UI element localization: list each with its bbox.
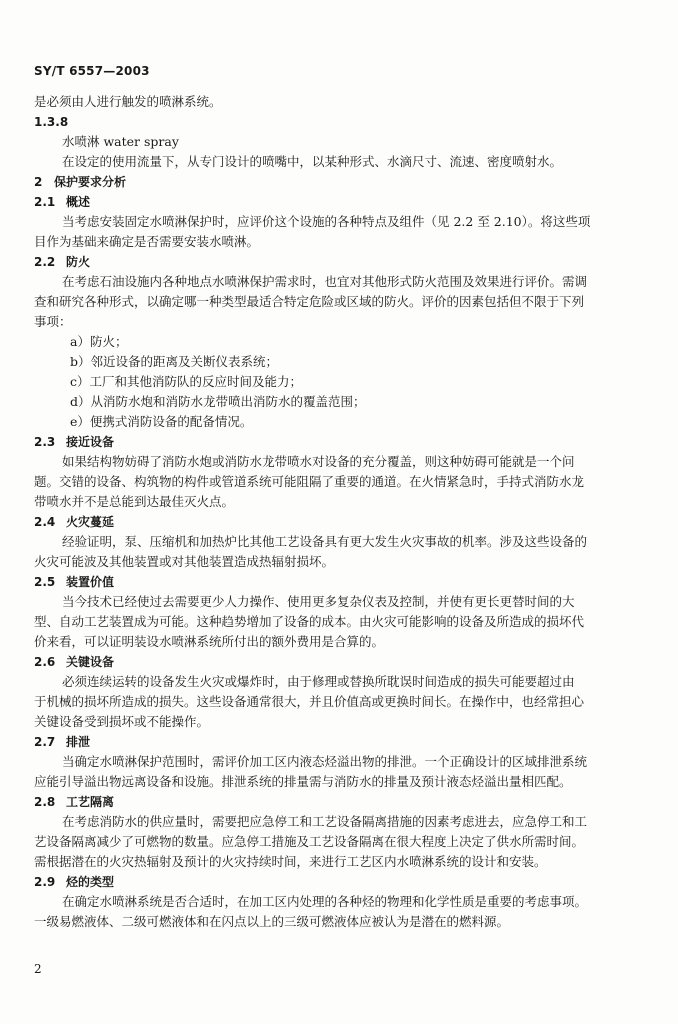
section-title: 烃的类型 bbox=[66, 875, 115, 889]
paragraph-line: 在设定的使用流量下，从专门设计的喷嘴中，以某种形式、水滴尺寸、流速、密度喷射水。 bbox=[62, 154, 563, 169]
list-item: b）邻近设备的距离及关断仪表系统； bbox=[70, 354, 279, 369]
section-title: 工艺隔离 bbox=[66, 795, 115, 809]
section-heading bbox=[34, 173, 126, 191]
section-number: 2.4 bbox=[34, 515, 56, 529]
section-number: 2.8 bbox=[34, 795, 56, 809]
paragraph-line: 于机械的损坏所造成的损失。这些设备通常很大，并且价值高或更换时间长。在操作中，也经常担心 bbox=[34, 694, 585, 709]
paragraph-line: 带喷水并不是总能到达最佳灭火点。 bbox=[34, 494, 235, 509]
paragraph-line: 水喷淋 water spray bbox=[62, 134, 179, 149]
list-item: d）从消防水炮和消防水龙带喷出消防水的覆盖范围； bbox=[70, 394, 366, 409]
section-number: 2.3 bbox=[34, 435, 56, 449]
paragraph-line: 艺设备隔离减少了可燃物的数量。应急停工措施及工艺设备隔离在很大程度上决定了供水所需时间。 bbox=[34, 834, 585, 849]
page-number: 2 bbox=[34, 962, 42, 976]
list-item: a）防火； bbox=[70, 334, 128, 349]
paragraph-line: 价来看，可以证明装设水喷淋系统所付出的额外费用是合算的。 bbox=[34, 634, 385, 649]
section-heading bbox=[34, 113, 69, 131]
section-title: 排泄 bbox=[66, 735, 91, 749]
section-title: 装置价值 bbox=[66, 575, 115, 589]
section-number: 2.9 bbox=[34, 875, 56, 889]
section-heading bbox=[34, 733, 90, 751]
section-heading bbox=[34, 573, 114, 591]
paragraph-line: 查和研究各种形式，以确定哪一种类型最适合特定危险或区域的防火。评价的因素包括但不限于下列 bbox=[34, 294, 585, 309]
paragraph-line: 需根据潜在的火灾热辐射及预计的火灾持续时间，来进行工艺区内水喷淋系统的设计和安装。 bbox=[34, 854, 547, 869]
section-number: 2.7 bbox=[34, 735, 56, 749]
section-title: 火灾蔓延 bbox=[66, 515, 115, 529]
section-heading bbox=[34, 193, 90, 211]
paragraph-line: 题。交错的设备、构筑物的构件或管道系统可能阻隔了重要的通道。在火情紧急时，手持式消防水龙 bbox=[34, 474, 585, 489]
section-title: 接近设备 bbox=[66, 435, 115, 449]
section-title: 保护要求分析 bbox=[54, 175, 127, 189]
paragraph-line: 关键设备受到损坏或不能操作。 bbox=[34, 714, 210, 729]
section-heading bbox=[34, 433, 114, 451]
section-title: 关键设备 bbox=[66, 655, 115, 669]
paragraph-line: 如果结构物妨碍了消防水炮或消防水龙带喷水对设备的充分覆盖，则这种妨碍可能就是一个问 bbox=[62, 454, 575, 469]
paragraph-line: 应能引导溢出物远离设备和设施。排泄系统的排量需与消防水的排量及预计液态烃溢出量相匹配。 bbox=[34, 774, 572, 789]
paragraph-line: 当今技术已经使过去需要更少人力操作、使用更多复杂仪表及控制，并使有更长更替时间的大 bbox=[62, 594, 575, 609]
section-heading bbox=[34, 873, 114, 891]
paragraph-line: 当考虑安装固定水喷淋保护时，应评价这个设施的各种特点及组件（见 2.2 至 2.10）。将这些项 bbox=[62, 214, 591, 229]
paragraph-line: 型、自动工艺装置成为可能。这种趋势增加了设备的成本。由火灾可能影响的设备及所造成的损坏代 bbox=[34, 614, 585, 629]
paragraph-line: 在考虑消防水的供应量时，需要把应急停工和工艺设备隔离措施的因素考虑进去，应急停工和工 bbox=[62, 814, 588, 829]
list-item: e）便携式消防设备的配备情况。 bbox=[70, 414, 253, 429]
section-number: 2.2 bbox=[34, 255, 56, 269]
paragraph-line: 在确定水喷淋系统是否合适时，在加工区内处理的各种烃的物理和化学性质是重要的考虑事项。 bbox=[62, 894, 588, 909]
paragraph-line: 经验证明，泵、压缩机和加热炉比其他工艺设备具有更大发生火灾事故的机率。涉及这些设备的 bbox=[62, 534, 588, 549]
section-heading bbox=[34, 253, 90, 271]
paragraph-line: 目作为基础来确定是否需要安装水喷淋。 bbox=[34, 234, 260, 249]
paragraph-line: 是必须由人进行触发的喷淋系统。 bbox=[34, 94, 222, 109]
section-heading bbox=[34, 513, 114, 531]
section-number: 2.1 bbox=[34, 195, 56, 209]
section-heading bbox=[34, 653, 114, 671]
section-number: 1.3.8 bbox=[34, 115, 69, 129]
paragraph-line: 在考虑石油设施内各种地点水喷淋保护需求时，也宜对其他形式防火范围及效果进行评价。需调 bbox=[62, 274, 588, 289]
section-title: 防火 bbox=[66, 255, 91, 269]
list-item: c）工厂和其他消防队的反应时间及能力； bbox=[70, 374, 303, 389]
section-number: 2.5 bbox=[34, 575, 56, 589]
paragraph-line: 一级易燃液体、二级可燃液体和在闪点以上的三级可燃液体应被认为是潜在的燃料源。 bbox=[34, 914, 510, 929]
section-heading bbox=[34, 793, 114, 811]
section-title: 概述 bbox=[66, 195, 91, 209]
paragraph-line: 火灾可能波及其他装置或对其他装置造成热辐射损坏。 bbox=[34, 554, 335, 569]
standard-code: SY/T 6557—2003 bbox=[34, 64, 150, 78]
section-number: 2 bbox=[34, 175, 43, 189]
paragraph-line: 事项： bbox=[34, 314, 72, 329]
section-number: 2.6 bbox=[34, 655, 56, 669]
paragraph-line: 必须连续运转的设备发生火灾或爆炸时，由于修理或替换所耽误时间造成的损失可能要超过由 bbox=[62, 674, 575, 689]
paragraph-line: 当确定水喷淋保护范围时，需评价加工区内液态烃溢出物的排泄。一个正确设计的区域排泄系统 bbox=[62, 754, 588, 769]
